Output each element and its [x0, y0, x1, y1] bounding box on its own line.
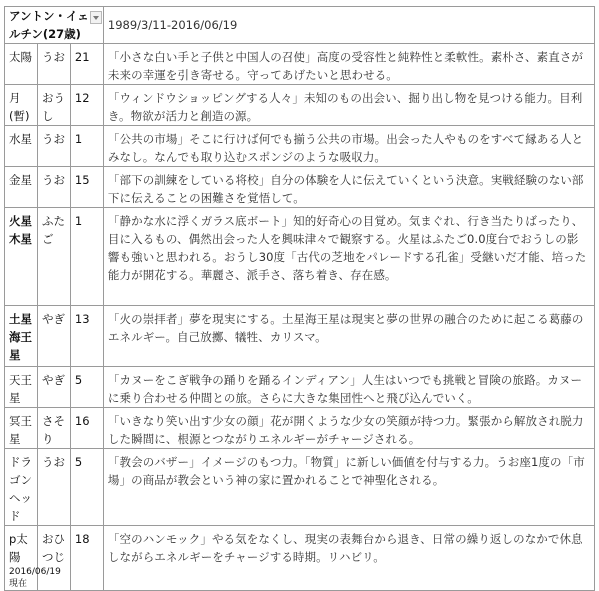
degree-value: 1	[74, 214, 83, 228]
degree-cell	[70, 85, 103, 126]
sign-cell	[37, 126, 70, 167]
degree-value: 21	[74, 50, 90, 64]
sign-cell	[37, 449, 70, 526]
sign-name: うお	[41, 173, 65, 187]
planet-name: 火星	[9, 214, 32, 228]
planet-name: 月(暫)	[9, 91, 30, 123]
description-cell	[103, 44, 594, 85]
degree-value: 13	[74, 312, 90, 326]
table-row	[5, 306, 595, 367]
planet-name-secondary: 木星	[9, 232, 32, 246]
degree-cell	[70, 306, 103, 367]
dropdown-arrow-icon[interactable]	[90, 11, 102, 24]
sign-name: やぎ	[41, 312, 65, 326]
degree-cell	[70, 208, 103, 306]
description-text: 「カヌーをこぎ戦争の踊りを踊るインディアン」人生はいつでも挑戦と冒険の旅路。カヌーに乗り合わせる仲間との旅。さらに大きな集団性へと飛び込んでいく。	[107, 373, 583, 405]
planet-cell	[5, 408, 38, 449]
planet-cell	[5, 167, 38, 208]
sign-name: さそり	[41, 414, 65, 446]
table-row	[5, 408, 595, 449]
header-row	[5, 7, 595, 44]
table-row	[5, 449, 595, 526]
description-cell	[103, 449, 594, 526]
degree-cell	[70, 449, 103, 526]
sign-cell	[37, 367, 70, 408]
degree-cell	[70, 526, 103, 591]
sign-name: おうし	[41, 91, 65, 123]
planet-name: p太陽	[9, 532, 28, 564]
as-of-note: 2016/06/19現在	[9, 567, 61, 589]
table-row	[5, 526, 595, 591]
planet-name: 太陽	[9, 50, 32, 64]
sign-cell	[37, 44, 70, 85]
description-text: 「静かな水に浮くガラス底ボート」知的好奇心の目覚め。気まぐれ、行き当たりばったり、目に入るもの、偶然出会った人を興味津々で観察する。火星はふたご0.0度台でおうしの影響も強いと思われる。おうし30度「古代の芝地をパレードする孔雀」受継いだ才能、培った能力が開花する。華麗さ、派手さ、落ち着き、存在感。	[107, 214, 587, 282]
table-row	[5, 126, 595, 167]
sign-name: ふたご	[41, 214, 65, 246]
description-cell	[103, 126, 594, 167]
sign-cell	[37, 208, 70, 306]
planet-name: ドラゴンヘッド	[9, 455, 32, 523]
sign-cell	[37, 306, 70, 367]
planet-cell	[5, 306, 38, 367]
degree-cell	[70, 44, 103, 85]
description-cell	[103, 167, 594, 208]
life-dates: 1989/3/11-2016/06/19	[107, 18, 238, 32]
sign-name: うお	[41, 132, 65, 146]
description-text: 「小さな白い手と子供と中国人の召使」高度の受容性と純粋性と柔軟性。素朴さ、素直さが未来の幸運を引き寄せる。守ってあげたいと思わせる。	[107, 50, 584, 82]
description-cell	[103, 367, 594, 408]
table-row	[5, 367, 595, 408]
sign-cell	[37, 167, 70, 208]
sign-cell	[37, 408, 70, 449]
description-text: 「いきなり笑い出す少女の顔」花が開くような少女の笑顔が持つ力。緊張から解放され脱力した瞬間に、根源とつながりエネルギーがチャージされる。	[107, 414, 584, 446]
horoscope-table	[4, 6, 595, 591]
degree-value: 12	[74, 91, 90, 105]
degree-value: 15	[74, 173, 90, 187]
person-name: アントン・イェルチン(27歳)	[9, 9, 89, 41]
description-text: 「ウィンドウショッピングする人々」未知のもの出会い、掘り出し物を見つける能力。目利き。物欲が活力と創造の源。	[107, 91, 583, 123]
planet-cell	[5, 208, 38, 306]
planet-name: 土星	[9, 312, 32, 326]
description-text: 「教会のバザー」イメージのもつ力。「物質」に新しい価値を付与する力。うお座1度の「市場」の商品が教会という神の家に置かれることで神聖化される。	[107, 455, 585, 487]
description-cell	[103, 85, 594, 126]
name-header-cell	[5, 7, 104, 44]
degree-cell	[70, 126, 103, 167]
planet-cell	[5, 449, 38, 526]
planet-name-secondary: 海王星	[9, 330, 32, 362]
degree-value: 5	[74, 373, 83, 387]
sign-cell	[37, 85, 70, 126]
degree-value: 5	[74, 455, 83, 469]
degree-value: 16	[74, 414, 90, 428]
description-cell	[103, 408, 594, 449]
description-text: 「空のハンモック」やる気をなくし、現実の表舞台から退き、日常の繰り返しのなかで休息しながらエネルギーをチャージする時期。リハビリ。	[107, 532, 583, 564]
degree-cell	[70, 367, 103, 408]
sign-name: やぎ	[41, 373, 65, 387]
description-cell	[103, 526, 594, 591]
table-row	[5, 44, 595, 85]
degree-value: 1	[74, 132, 83, 146]
planet-cell	[5, 126, 38, 167]
degree-cell	[70, 167, 103, 208]
sign-name: うお	[41, 50, 65, 64]
table-row	[5, 208, 595, 306]
planet-name: 天王星	[9, 373, 32, 405]
dates-header-cell	[103, 7, 594, 44]
degree-value: 18	[74, 532, 90, 546]
planet-name: 金星	[9, 173, 32, 187]
planet-name: 冥王星	[9, 414, 32, 446]
description-text: 「公共の市場」そこに行けば何でも揃う公共の市場。出会った人やものをすべて縁ある人とみなし。なんでも取り込むスポンジのような吸収力。	[107, 132, 584, 164]
sign-cell	[37, 526, 70, 591]
planet-cell	[5, 44, 38, 85]
sign-name: うお	[41, 455, 65, 469]
degree-cell	[70, 408, 103, 449]
description-text: 「火の崇拝者」夢を現実にする。土星海王星は現実と夢の世界の融合のために起こる葛藤のエネルギー。自己放擲、犠牲、カリスマ。	[107, 312, 584, 344]
table-row	[5, 85, 595, 126]
sign-name: おひつじ	[41, 532, 65, 564]
description-cell	[103, 208, 594, 306]
description-cell	[103, 306, 594, 367]
description-text: 「部下の訓練をしている将校」自分の体験を人に伝えていくという決意。実戦経験のない部下に伝えることの困難さを覚悟して。	[107, 173, 584, 205]
planet-cell	[5, 85, 38, 126]
planet-cell	[5, 367, 38, 408]
table-row	[5, 167, 595, 208]
planet-name: 水星	[9, 132, 32, 146]
